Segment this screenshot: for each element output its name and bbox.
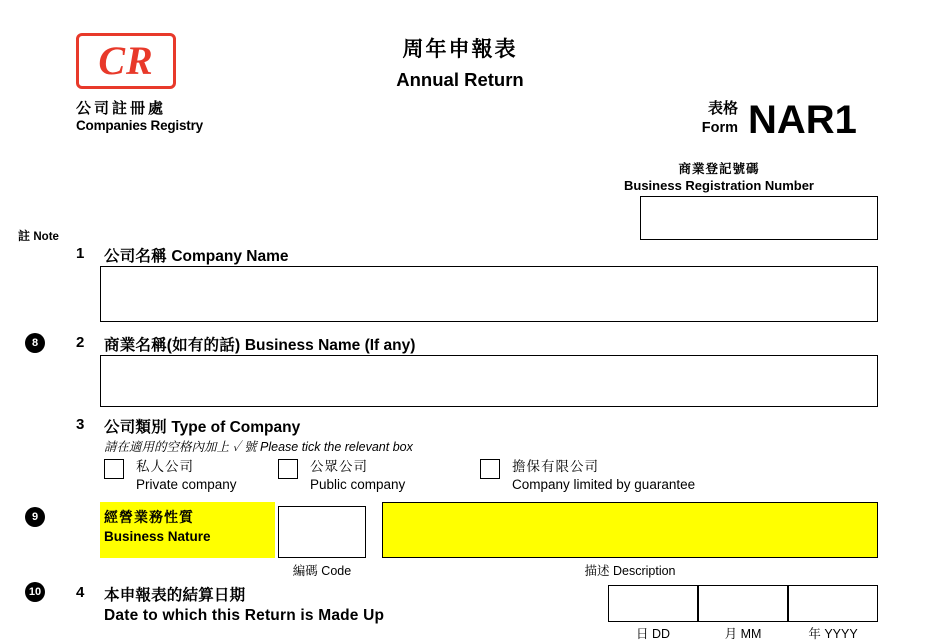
business-nature-label-en: Business Nature [104,528,211,544]
date-day-field[interactable] [608,585,698,622]
section-3-title-cn: 公司類別 [104,419,167,436]
code-caption-cn: 編碼 [292,564,318,578]
section-1-number: 1 [76,245,85,262]
section-2-title-cn: 商業名稱(如有的話) [104,337,241,354]
company-name-field[interactable] [100,266,878,322]
organisation-name-en: Companies Registry [76,118,203,133]
section-2-number: 2 [76,334,85,351]
note-column-heading [18,227,59,244]
label-private-company-en: Private company [136,477,237,493]
cr-logo-text: CR [98,38,154,83]
note-heading-cn: 註 [18,229,31,243]
description-caption-cn: 描述 [584,564,610,578]
date-year-caption-en: YYYY [824,627,858,641]
section-2-title [104,333,415,355]
document-title-en: Annual Return [396,69,524,90]
section-4-title-cn: 本申報表的結算日期 [104,587,246,604]
date-year-field[interactable] [788,585,878,622]
note-bullet-9: 9 [25,507,45,527]
section-3-number: 3 [76,416,85,433]
business-nature-description-caption [382,561,878,579]
date-month-caption-cn: 月 [724,627,738,641]
business-registration-number-label [560,162,878,194]
form-code: NAR1 [748,98,857,142]
date-day-caption [608,624,698,642]
label-public-company-en: Public company [310,477,406,493]
business-nature-label-cn: 經營業務性質 [104,509,194,525]
label-guarantee-en: Company limited by guarantee [512,477,696,493]
checkbox-private-company[interactable] [104,459,124,479]
date-year-caption [788,624,878,642]
note-bullet-8: 8 [25,333,45,353]
document-title [330,33,590,91]
section-1-title [104,244,288,266]
checkbox-company-limited-by-guarantee[interactable] [480,459,500,479]
section-4-number: 4 [76,584,85,601]
label-public-company [310,458,405,494]
section-1-title-cn: 公司名稱 [104,248,167,265]
brn-label-cn: 商業登記號碼 [678,162,760,176]
tick-instruction-en: Please tick the relevant box [260,440,413,454]
section-3-title-en: Type of Company [171,419,301,436]
document-title-cn: 周年申報表 [402,38,518,61]
section-3-title [104,415,300,437]
business-nature-code-caption [278,561,366,579]
business-nature-code-field[interactable] [278,506,366,558]
label-private-company [136,458,237,494]
section-4-title-en: Date to which this Return is Made Up [104,607,385,624]
description-caption-en: Description [612,564,676,578]
date-month-caption [698,624,788,642]
form-label [680,100,738,137]
business-nature-label [104,508,274,546]
date-day-caption-en: DD [651,627,671,641]
cr-logo-icon [76,33,176,89]
date-year-caption-cn: 年 [808,627,821,641]
business-nature-description-field[interactable] [382,502,878,558]
brn-label-en: Business Registration Number [624,177,814,193]
tick-instruction-cn: 請在適用的空格內加上 ✓ 號 [104,440,257,454]
label-company-limited-by-guarantee [512,458,695,494]
section-1-title-en: Company Name [171,248,289,265]
form-label-cn: 表格 [707,100,738,117]
organisation-name-cn: 公司註冊處 [76,100,167,117]
label-private-company-cn: 私人公司 [136,459,194,474]
code-caption-en: Code [321,564,352,578]
business-name-field[interactable] [100,355,878,407]
label-guarantee-cn: 擔保有限公司 [512,459,599,474]
form-label-en: Form [701,119,738,136]
tick-instruction [104,437,413,455]
date-month-field[interactable] [698,585,788,622]
label-public-company-cn: 公眾公司 [310,459,368,474]
business-registration-number-field[interactable] [640,196,878,240]
note-bullet-10: 10 [25,582,45,602]
date-month-caption-en: MM [740,627,762,641]
companies-registry-logo-block [76,33,236,133]
note-heading-en: Note [33,231,59,243]
date-day-caption-cn: 日 [635,627,649,641]
checkbox-public-company[interactable] [278,459,298,479]
section-2-title-en: Business Name (If any) [244,337,416,354]
